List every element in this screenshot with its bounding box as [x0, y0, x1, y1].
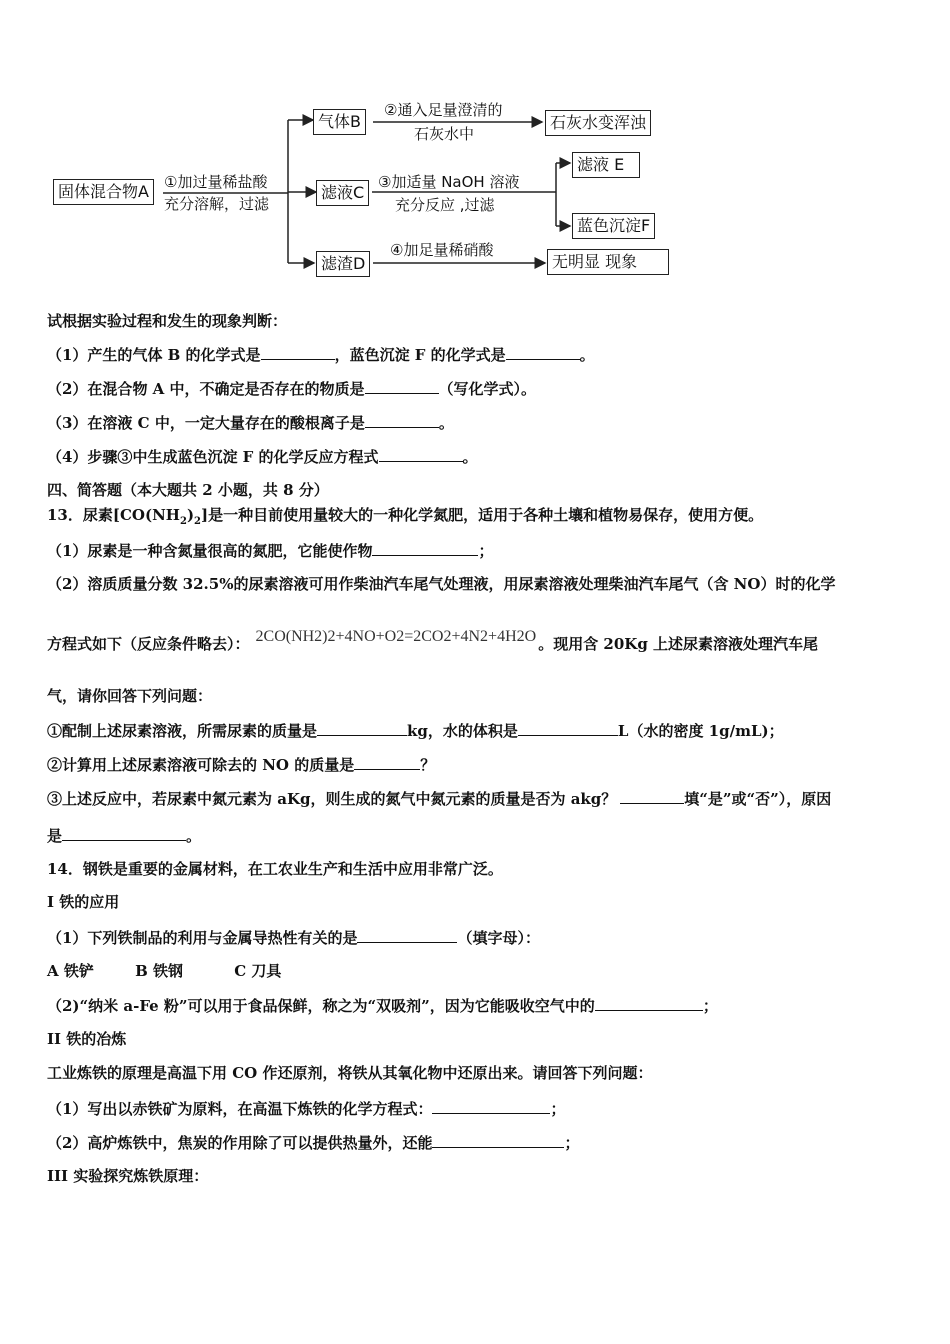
- box-result-no-change: 无明显 现象: [547, 249, 669, 275]
- box-result-limewater: 石灰水变浑浊: [545, 110, 651, 136]
- problem-13-sub2: ②计算用上述尿素溶液可除去的 NO 的质量是 ？: [47, 753, 435, 776]
- problem-14-intro2: 工业炼铁的原理是高温下用 CO 作还原剂，将铁从其氧化物中还原出来。请回答下列问题：: [47, 1064, 653, 1082]
- label-step2-line1: ②通入足量澄清的: [384, 101, 503, 119]
- label-step2-line2: 石灰水中: [414, 125, 475, 143]
- box-gas-b: 气体B: [313, 109, 366, 135]
- answer-blank-1b[interactable]: [506, 343, 580, 360]
- label-step3-line2: 充分反应 ,过滤: [395, 196, 495, 214]
- option-c: C 刀具: [234, 962, 282, 980]
- answer-blank-water-volume[interactable]: [518, 719, 618, 736]
- problem-13: 13．尿素$[CO(NH_2)_2]$是一种目前使用量较大的一种化学氮肥，适用于各种土壤和植物易保存，使用方便。: [47, 506, 764, 527]
- answer-blank-2[interactable]: [365, 377, 439, 394]
- answer-blank-14-4[interactable]: [432, 1131, 564, 1148]
- box-start-mixture: 固体混合物A: [53, 179, 154, 205]
- section-heading-4: 四、简答题（本大题共 2 小题，共 8 分）: [47, 481, 329, 499]
- answer-blank-no-mass[interactable]: [354, 753, 420, 770]
- answer-blank-urea-mass[interactable]: [317, 719, 407, 736]
- answer-blank-3[interactable]: [365, 411, 439, 428]
- box-precipitate-f: 蓝色沉淀F: [572, 213, 655, 239]
- heading-iron-application: I 铁的应用: [47, 893, 120, 911]
- chemical-equation: 2CO(NH2)2+4NO+O2=2CO2+4N2+4H2O: [255, 628, 537, 645]
- heading-iron-smelting: II 铁的冶炼: [47, 1030, 127, 1048]
- problem-14-part2: （2)“纳米 a-Fe 粉”可以用于食品保鲜，称之为“双吸剂”，因为它能吸收空气中的 ；: [47, 994, 718, 1017]
- problem-13-part1: （1）尿素是一种含氮量很高的氮肥，它能使作物 ；: [47, 539, 493, 562]
- question-2: （2）在混合物 A 中，不确定是否存在的物质是 （写化学式）。: [47, 377, 536, 400]
- answer-blank-1a[interactable]: [261, 343, 335, 360]
- problem-14-options: [47, 960, 281, 982]
- problem-14-part3: （1）写出以赤铁矿为原料，在高温下炼铁的化学方程式： ；: [47, 1097, 565, 1120]
- answer-blank-yes-no[interactable]: [620, 787, 684, 804]
- problem-13-sub3: ③上述反应中，若尿素中氮元素为 aKg，则生成的氮气中氮元素的质量是否为 akg？ 填“是”或“否”），原因: [47, 787, 831, 810]
- label-step1-line2: 充分溶解，过滤: [164, 195, 270, 213]
- question-3: （3）在溶液 C 中，一定大量存在的酸根离子是 。: [47, 411, 454, 434]
- box-residue-d: 滤渣D: [316, 251, 370, 277]
- option-a: A 铁铲: [47, 962, 94, 980]
- problem-14-part4: （2）高炉炼铁中，焦炭的作用除了可以提供热量外，还能 ；: [47, 1131, 579, 1154]
- problem-14-part1: （1）下列铁制品的利用与金属导热性有关的是 （填字母）：: [47, 926, 540, 949]
- problem-13-part2: （2）溶质质量分数 32.5%的尿素溶液可用作柴油汽车尾气处理液，用尿素溶液处理柴油汽车尾气（含 NO）时的化学: [47, 575, 836, 593]
- answer-blank-14-3[interactable]: [432, 1097, 550, 1114]
- answer-blank-4[interactable]: [379, 445, 463, 462]
- flowchart: [0, 0, 950, 300]
- problem-13-sub1: ①配制上述尿素溶液，所需尿素的质量是 kg，水的体积是 L（水的密度 1g/mL)；: [47, 719, 784, 742]
- question-4: （4）步骤③中生成蓝色沉淀 F 的化学反应方程式 。: [47, 445, 478, 468]
- problem-13-sub3-cont: 是 。: [47, 824, 201, 847]
- problem-14: 14．钢铁是重要的金属材料，在工农业生产和生活中应用非常广泛。: [47, 860, 503, 878]
- answer-blank-14-2[interactable]: [595, 994, 703, 1011]
- box-filtrate-e: 滤液 E: [572, 152, 640, 178]
- answer-blank-14-1[interactable]: [357, 926, 457, 943]
- problem-13-equation-line: 方程式如下（反应条件略去）： 2CO(NH2)2+4NO+O2=2CO2+4N2+4H2O 。现用含 20Kg 上述尿素溶液处理汽车尾: [47, 628, 819, 653]
- problem-13-ask: 气，请你回答下列问题：: [47, 687, 213, 705]
- answer-blank-13-1[interactable]: [372, 539, 478, 556]
- label-step4: ④加足量稀硝酸: [390, 241, 494, 259]
- box-filtrate-c: 滤液C: [316, 180, 369, 206]
- label-step3-line1: ③加适量 NaOH 溶液: [378, 173, 520, 191]
- question-1: （1）产生的气体 B 的化学式是 ，蓝色沉淀 F 的化学式是 。: [47, 343, 595, 366]
- heading-experiment: III 实验探究炼铁原理：: [47, 1167, 209, 1185]
- label-step1-line1: ①加过量稀盐酸: [164, 173, 268, 191]
- question-intro: 试根据实验过程和发生的现象判断：: [47, 312, 288, 330]
- answer-blank-reason[interactable]: [62, 824, 186, 841]
- option-b: B 铁钢: [135, 962, 184, 980]
